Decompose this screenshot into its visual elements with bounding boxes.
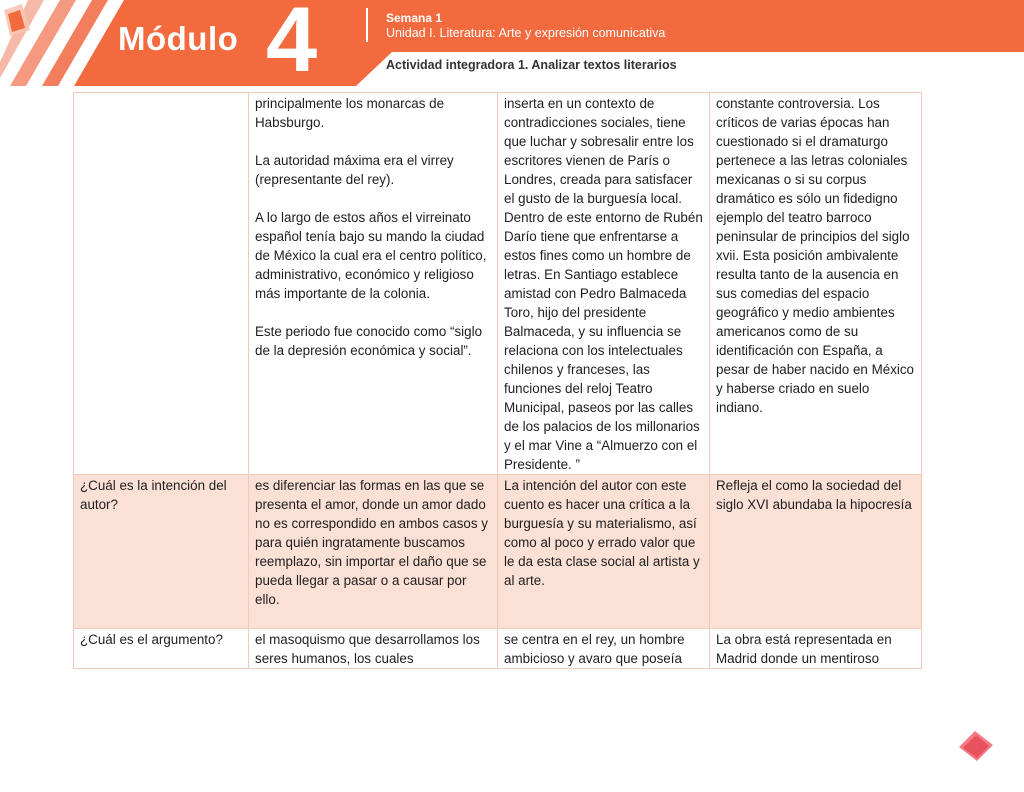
corner-diamond-icon: [955, 727, 999, 765]
unit-label: Unidad I. Literatura: Arte y expresión comunicativa: [386, 26, 666, 40]
module-label: Módulo: [118, 20, 239, 57]
row-label-cell: ¿Cuál es la intención del autor?: [74, 475, 249, 629]
week-label: Semana 1: [386, 11, 443, 25]
analysis-table: [73, 92, 922, 669]
prepa-logo-icon: [0, 0, 60, 40]
table-row: [74, 475, 922, 629]
cell-paragraph: Este periodo fue conocido como “siglo de la depresión económica y social”.: [255, 324, 486, 358]
page-header: [0, 0, 1024, 91]
content-cell: [249, 93, 498, 475]
module-number: 4: [266, 0, 318, 91]
content-cell: La obra está representada en Madrid donde un mentiroso: [710, 629, 922, 669]
cell-paragraph: principalmente los monarcas de Habsburgo.: [255, 96, 448, 130]
content-cell: el masoquismo que desarrollamos los seres humanos, los cuales: [249, 629, 498, 669]
cell-paragraph: A lo largo de estos años el virreinato español tenía bajo su mando la ciudad de México la cual era el centro político, administrativo, económico y religioso más importante de la colonia.: [255, 210, 491, 301]
content-cell: constante controversia. Los críticos de varias épocas han cuestionado si el dramaturgo pertenece a las letras coloniales mexicanas o si su corpus dramático es sólo un fidedigno ejemplo del teatro barroco peninsular de principios del siglo xvii. Esta posición ambivalente resulta tanto de la ausencia en sus comedias del espacio geográfico y medio ambientes americanos como de su identificación con España, a pesar de haber nacido en México y haberse criado en suelo indiano.: [710, 93, 922, 475]
row-label-cell: [74, 93, 249, 475]
content-cell: inserta en un contexto de contradicciones sociales, tiene que luchar y sobresalir entre los escritores vienen de París o Londres, creada para satisfacer el gusto de la burguesía local. Dentro de este entorno de Rubén Darío tiene que enfrentarse a estos fines como un hombre de letras. En Santiago establece amistad con Pedro Balmaceda Toro, hijo del presidente Balmaceda, y su influencia se relaciona con los intelectuales chilenos y franceses, las funciones del reloj Teatro Municipal, paseos por las calles de los palacios de los millonarios y el mar Vine a “Almuerzo con el Presidente. ”: [498, 93, 710, 475]
activity-title: Actividad integradora 1. Analizar textos literarios: [386, 58, 677, 72]
table-row: [74, 93, 922, 475]
row-label-cell: ¿Cuál es el argumento?: [74, 629, 249, 669]
content-cell: se centra en el rey, un hombre ambicioso y avaro que poseía: [498, 629, 710, 669]
table-row: [74, 629, 922, 669]
content-cell: Refleja el como la sociedad del siglo XVI abundaba la hipocresía: [710, 475, 922, 629]
content-cell: es diferenciar las formas en las que se presenta el amor, donde un amor dado no es correspondido en ambos casos y para quién ingratamente buscamos reemplazo, sin importar el daño que se pueda llegar a pasar o a causar por ello.: [249, 475, 498, 629]
cell-paragraph: La autoridad máxima era el virrey (representante del rey).: [255, 153, 458, 187]
content-cell: La intención del autor con este cuento es hacer una crítica a la burguesía y su materialismo, así como al poco y errado valor que le da esta clase social al artista y al arte.: [498, 475, 710, 629]
header-divider: [366, 8, 368, 42]
